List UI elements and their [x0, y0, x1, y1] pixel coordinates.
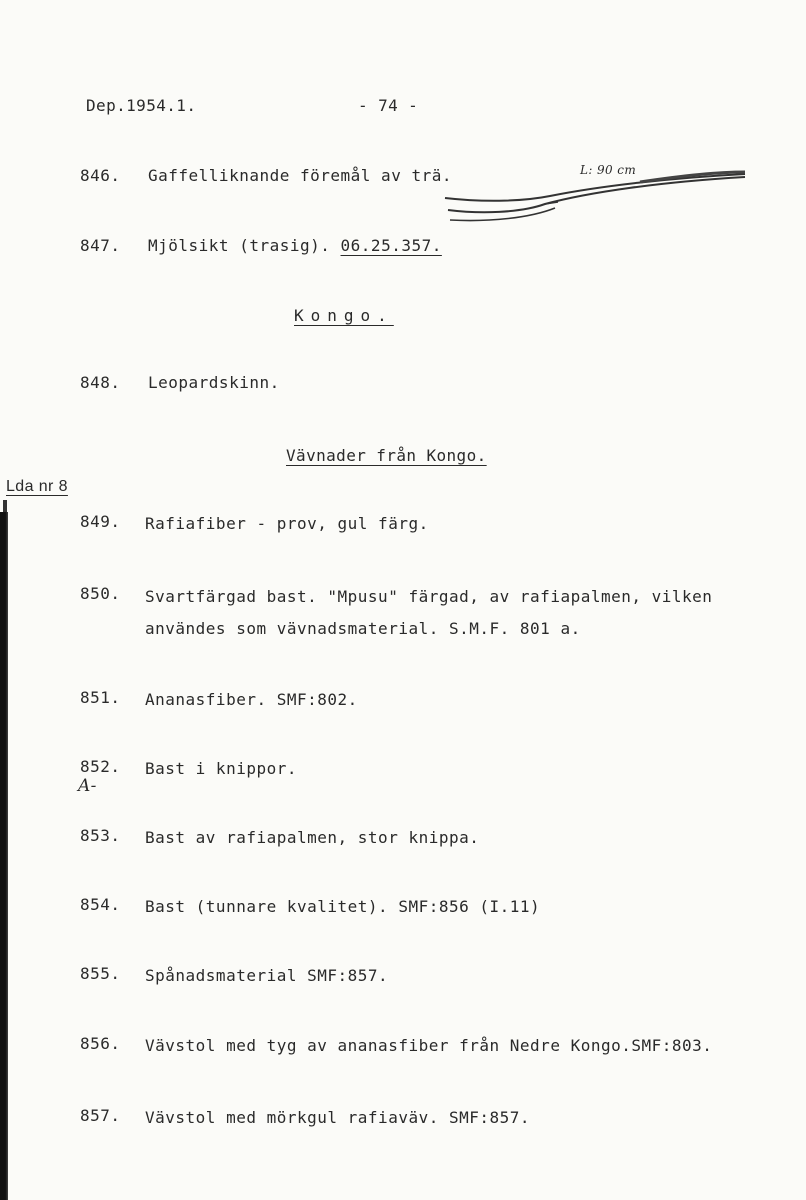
entry-text: Bast av rafiapalmen, stor knippa.: [145, 828, 480, 847]
sketch-length-note: L: 90 cm: [580, 163, 637, 177]
section-heading-text: Kongo.: [294, 306, 394, 325]
entry-number: 855.: [80, 964, 121, 983]
entry-number: 853.: [80, 826, 121, 845]
entry-text: Vävstol med tyg av ananasfiber från Nedre Kongo.SMF:803.: [145, 1036, 713, 1055]
section-heading-vavnader: Vävnader från Kongo.: [286, 446, 487, 465]
entry-number: 850.: [80, 584, 121, 603]
section-heading-kongo: [294, 306, 394, 326]
entry-text: Vävstol med mörkgul rafiaväv. SMF:857.: [145, 1108, 531, 1127]
entry-text: Bast i knippor.: [145, 759, 297, 778]
margin-note: Lda nr 8: [6, 478, 68, 495]
entry-number: 857.: [80, 1106, 121, 1125]
entry-text: [148, 236, 442, 256]
entry-text: Bast (tunnare kvalitet). SMF:856 (I.11): [145, 897, 541, 916]
entry-number: 848.: [80, 373, 121, 392]
entry-number: 846.: [80, 166, 121, 185]
entry-text-continued: användes som vävnadsmaterial. S.M.F. 801 a.: [145, 619, 581, 638]
deposit-number: Dep.1954.1.: [86, 96, 197, 115]
entry-reference: 06.25.357.: [340, 236, 442, 255]
entry-text-main: Mjölsikt (trasig).: [148, 236, 331, 255]
entry-text: Rafiafiber - prov, gul färg.: [145, 514, 429, 533]
entry-text: Gaffelliknande föremål av trä.: [148, 166, 452, 185]
entry-number: 854.: [80, 895, 121, 914]
handwritten-mark: A-: [78, 776, 97, 796]
entry-text: Leopardskinn.: [148, 373, 280, 392]
entry-number: 849.: [80, 512, 121, 531]
margin-bar: [0, 512, 8, 1200]
page-number: - 74 -: [358, 96, 419, 115]
entry-number: 851.: [80, 688, 121, 707]
entry-text: Spånadsmaterial SMF:857.: [145, 966, 389, 985]
entry-number: 856.: [80, 1034, 121, 1053]
entry-text: Ananasfiber. SMF:802.: [145, 690, 358, 709]
entry-text: Svartfärgad bast. "Mpusu" färgad, av rafiapalmen, vilken: [145, 587, 713, 606]
entry-number: 847.: [80, 236, 121, 255]
entry-number: 852.: [80, 757, 121, 776]
